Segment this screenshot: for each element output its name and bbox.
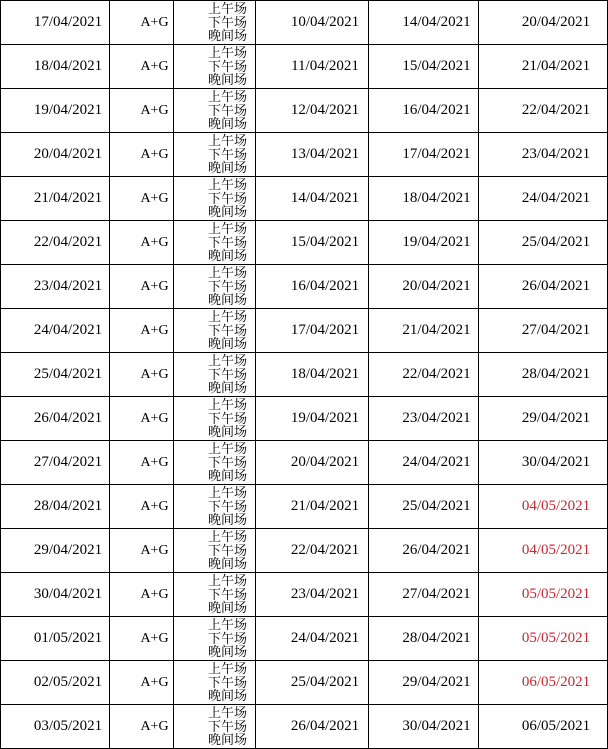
session-line: 上午场 [207,397,247,413]
session-line: 晚间场 [207,688,247,704]
cell-date-3: 19/04/2021 [369,221,479,265]
cell-sessions [174,485,256,529]
cell-result-date: 28/04/2021 [479,353,608,397]
cell-group: A+G [110,177,174,221]
session-line: 上午场 [207,45,247,61]
cell-group: A+G [110,1,174,45]
cell-sessions [174,309,256,353]
cell-sessions [174,573,256,617]
session-line: 下午场 [207,454,247,470]
session-line: 晚间场 [207,28,247,44]
session-line: 下午场 [207,278,247,294]
session-line: 下午场 [207,14,247,30]
session-line: 晚间场 [207,248,247,264]
table-row [1,705,608,749]
session-line: 下午场 [207,498,247,514]
cell-appointment-date: 30/04/2021 [1,573,110,617]
cell-date-2: 26/04/2021 [256,705,369,749]
cell-date-3: 17/04/2021 [369,133,479,177]
table-row [1,661,608,705]
cell-result-date: 30/04/2021 [479,441,608,485]
cell-sessions [174,221,256,265]
session-line: 上午场 [207,309,247,325]
session-line: 上午场 [207,1,247,17]
table-row [1,133,608,177]
session-line: 下午场 [207,322,247,338]
cell-sessions [174,265,256,309]
session-line: 晚间场 [207,204,247,220]
cell-appointment-date: 01/05/2021 [1,617,110,661]
session-line: 下午场 [207,630,247,646]
session-line: 晚间场 [207,160,247,176]
session-line: 晚间场 [207,336,247,352]
cell-sessions [174,441,256,485]
session-line: 上午场 [207,661,247,677]
cell-appointment-date: 25/04/2021 [1,353,110,397]
cell-result-date: 04/05/2021 [479,485,608,529]
table-row [1,221,608,265]
session-line: 上午场 [207,265,247,281]
cell-date-3: 28/04/2021 [369,617,479,661]
cell-date-3: 29/04/2021 [369,661,479,705]
cell-sessions [174,617,256,661]
cell-sessions [174,529,256,573]
session-line: 上午场 [207,573,247,589]
cell-date-3: 16/04/2021 [369,89,479,133]
session-line: 上午场 [207,529,247,545]
cell-result-date: 27/04/2021 [479,309,608,353]
cell-group: A+G [110,309,174,353]
cell-group: A+G [110,661,174,705]
session-line: 上午场 [207,353,247,369]
cell-date-2: 12/04/2021 [256,89,369,133]
cell-result-date: 22/04/2021 [479,89,608,133]
cell-group: A+G [110,397,174,441]
cell-date-2: 22/04/2021 [256,529,369,573]
cell-result-date: 05/05/2021 [479,573,608,617]
table-row [1,45,608,89]
cell-result-date: 06/05/2021 [479,661,608,705]
session-line: 上午场 [207,221,247,237]
session-line: 下午场 [207,366,247,382]
table-row [1,265,608,309]
cell-group: A+G [110,221,174,265]
session-line: 上午场 [207,617,247,633]
cell-appointment-date: 26/04/2021 [1,397,110,441]
table-row [1,485,608,529]
cell-date-3: 15/04/2021 [369,45,479,89]
table-row [1,529,608,573]
cell-date-3: 21/04/2021 [369,309,479,353]
cell-date-3: 24/04/2021 [369,441,479,485]
cell-date-2: 19/04/2021 [256,397,369,441]
cell-date-2: 21/04/2021 [256,485,369,529]
cell-result-date: 24/04/2021 [479,177,608,221]
cell-group: A+G [110,441,174,485]
cell-date-3: 18/04/2021 [369,177,479,221]
schedule-table-body [1,1,608,749]
cell-sessions [174,45,256,89]
cell-result-date: 26/04/2021 [479,265,608,309]
session-line: 下午场 [207,146,247,162]
cell-appointment-date: 21/04/2021 [1,177,110,221]
table-row [1,397,608,441]
table-row [1,441,608,485]
table-row [1,353,608,397]
session-line: 上午场 [207,177,247,193]
cell-result-date: 20/04/2021 [479,1,608,45]
session-line: 晚间场 [207,72,247,88]
table-row [1,89,608,133]
cell-group: A+G [110,617,174,661]
cell-date-2: 24/04/2021 [256,617,369,661]
cell-date-2: 17/04/2021 [256,309,369,353]
cell-result-date: 29/04/2021 [479,397,608,441]
cell-result-date: 21/04/2021 [479,45,608,89]
cell-group: A+G [110,705,174,749]
session-line: 下午场 [207,102,247,118]
cell-date-2: 20/04/2021 [256,441,369,485]
cell-date-3: 20/04/2021 [369,265,479,309]
cell-sessions [174,661,256,705]
table-row [1,309,608,353]
cell-appointment-date: 02/05/2021 [1,661,110,705]
cell-result-date: 06/05/2021 [479,705,608,749]
cell-group: A+G [110,529,174,573]
table-row [1,617,608,661]
table-row [1,573,608,617]
cell-date-2: 13/04/2021 [256,133,369,177]
session-line: 晚间场 [207,292,247,308]
cell-appointment-date: 29/04/2021 [1,529,110,573]
session-line: 晚间场 [207,732,247,748]
cell-appointment-date: 22/04/2021 [1,221,110,265]
session-line: 晚间场 [207,116,247,132]
cell-result-date: 25/04/2021 [479,221,608,265]
cell-sessions [174,353,256,397]
session-line: 下午场 [207,190,247,206]
session-line: 晚间场 [207,644,247,660]
cell-appointment-date: 24/04/2021 [1,309,110,353]
session-line: 下午场 [207,586,247,602]
cell-group: A+G [110,45,174,89]
session-line: 晚间场 [207,380,247,396]
cell-sessions [174,133,256,177]
session-line: 下午场 [207,58,247,74]
session-line: 晚间场 [207,600,247,616]
session-line: 上午场 [207,441,247,457]
cell-group: A+G [110,265,174,309]
cell-appointment-date: 27/04/2021 [1,441,110,485]
session-line: 晚间场 [207,424,247,440]
cell-appointment-date: 23/04/2021 [1,265,110,309]
cell-sessions [174,177,256,221]
session-line: 上午场 [207,89,247,105]
session-line: 下午场 [207,674,247,690]
table-row [1,1,608,45]
cell-sessions [174,397,256,441]
cell-date-2: 10/04/2021 [256,1,369,45]
cell-appointment-date: 19/04/2021 [1,89,110,133]
cell-date-3: 22/04/2021 [369,353,479,397]
cell-date-2: 18/04/2021 [256,353,369,397]
cell-group: A+G [110,485,174,529]
cell-date-2: 23/04/2021 [256,573,369,617]
cell-group: A+G [110,573,174,617]
session-line: 晚间场 [207,468,247,484]
cell-appointment-date: 28/04/2021 [1,485,110,529]
cell-appointment-date: 20/04/2021 [1,133,110,177]
cell-sessions [174,1,256,45]
session-line: 下午场 [207,234,247,250]
session-line: 下午场 [207,718,247,734]
cell-date-3: 26/04/2021 [369,529,479,573]
table-row [1,177,608,221]
session-line: 下午场 [207,410,247,426]
session-line: 晚间场 [207,512,247,528]
cell-date-2: 14/04/2021 [256,177,369,221]
session-line: 上午场 [207,133,247,149]
cell-appointment-date: 17/04/2021 [1,1,110,45]
cell-appointment-date: 03/05/2021 [1,705,110,749]
cell-date-2: 25/04/2021 [256,661,369,705]
cell-sessions [174,705,256,749]
cell-group: A+G [110,353,174,397]
cell-date-2: 16/04/2021 [256,265,369,309]
cell-date-2: 15/04/2021 [256,221,369,265]
cell-result-date: 23/04/2021 [479,133,608,177]
cell-date-3: 27/04/2021 [369,573,479,617]
cell-date-3: 25/04/2021 [369,485,479,529]
cell-result-date: 05/05/2021 [479,617,608,661]
cell-date-2: 11/04/2021 [256,45,369,89]
session-line: 晚间场 [207,556,247,572]
cell-result-date: 04/05/2021 [479,529,608,573]
cell-date-3: 14/04/2021 [369,1,479,45]
session-line: 上午场 [207,485,247,501]
cell-date-3: 23/04/2021 [369,397,479,441]
cell-appointment-date: 18/04/2021 [1,45,110,89]
cell-group: A+G [110,89,174,133]
cell-group: A+G [110,133,174,177]
session-line: 上午场 [207,705,247,721]
session-line: 下午场 [207,542,247,558]
cell-sessions [174,89,256,133]
cell-date-3: 30/04/2021 [369,705,479,749]
